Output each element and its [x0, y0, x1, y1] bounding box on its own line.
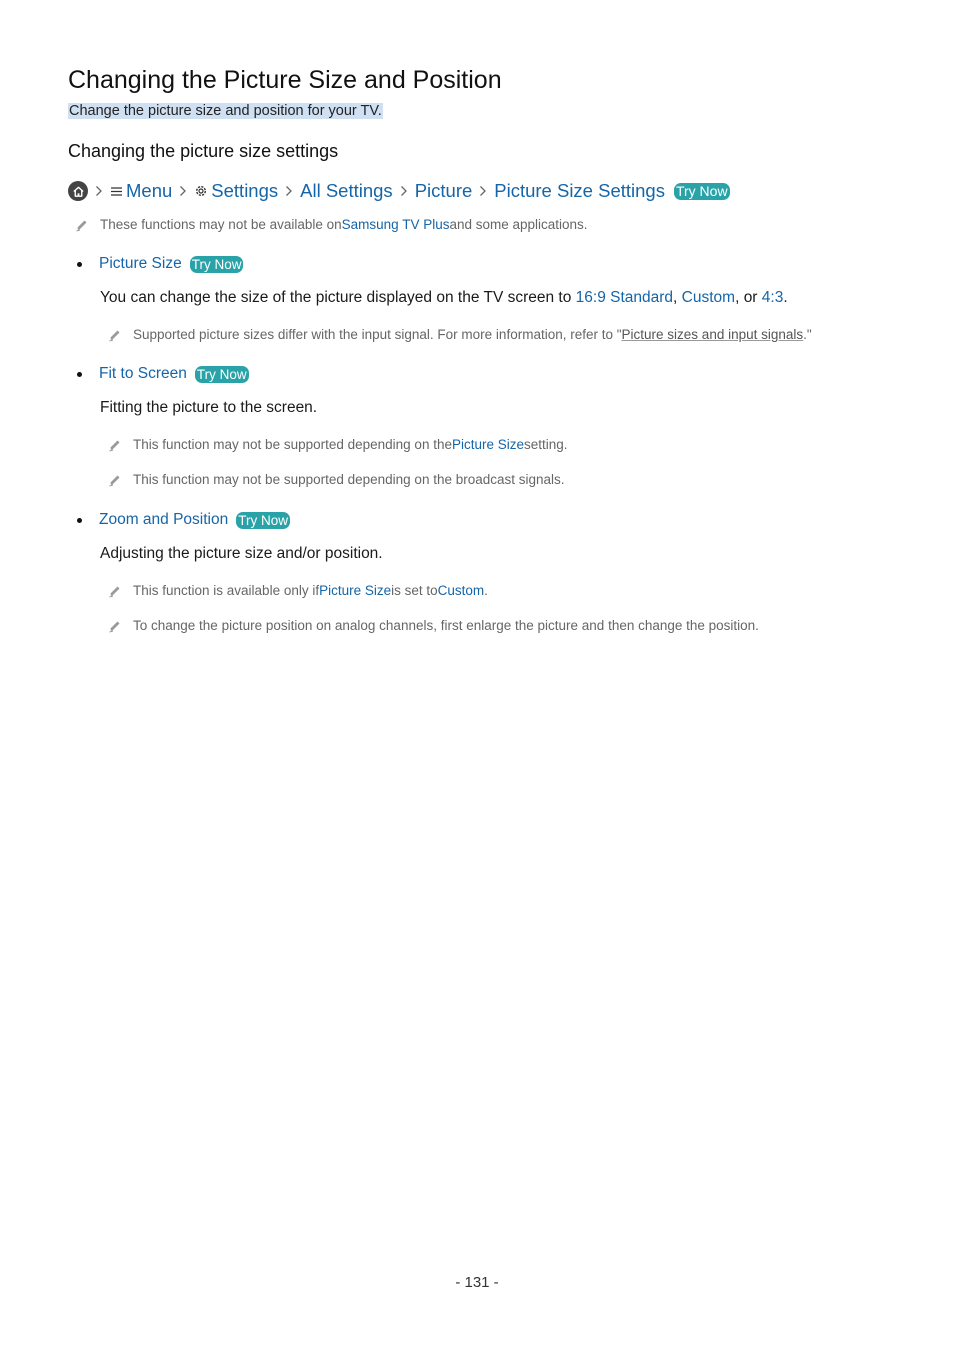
- list-item: [77, 255, 243, 273]
- note-fit-broadcast: This function may not be supported depending on the broadcast signals.: [108, 472, 565, 487]
- samsung-tv-plus-link: Samsung TV Plus: [341, 217, 450, 232]
- chevron-right-icon: [95, 185, 103, 197]
- note-fit-picture-size: This function may not be supported depending on the Picture Size setting.: [108, 437, 568, 452]
- option-custom: Custom: [681, 289, 736, 306]
- page-title: Changing the Picture Size and Position: [68, 66, 502, 94]
- chevron-right-icon: [285, 185, 293, 197]
- home-icon[interactable]: [68, 181, 88, 201]
- bullet: [77, 518, 82, 523]
- try-now-button[interactable]: Try Now: [196, 366, 247, 382]
- chevron-right-icon: [479, 185, 487, 197]
- note-zoom-analog: To change the picture position on analog channels, first enlarge the picture and then change the position.: [108, 618, 759, 633]
- pencil-note-icon: [108, 473, 122, 487]
- breadcrumb: [68, 177, 730, 205]
- picture-size-description: You can change the size of the picture displayed on the TV screen to 16:9 Standard, Custom, or 4:3.: [100, 289, 788, 306]
- pencil-note-icon: [75, 218, 89, 232]
- note-supported-sizes: Supported picture sizes differ with the input signal. For more information, refer to " Picture sizes and input signals .": [108, 327, 812, 342]
- custom-ref: Custom: [437, 583, 485, 598]
- pencil-note-icon: [108, 438, 122, 452]
- page-number: - 131 -: [455, 1274, 499, 1291]
- menu-icon: [110, 186, 123, 197]
- pencil-note-icon: [108, 619, 122, 633]
- page-subtitle: Change the picture size and position for your TV.: [69, 103, 382, 119]
- breadcrumb-menu[interactable]: Menu: [126, 180, 173, 201]
- note-zoom-custom: This function is available only if Picture Size is set to Custom .: [108, 583, 488, 598]
- picture-size-link[interactable]: Picture Size: [99, 255, 182, 272]
- breadcrumb-all-settings[interactable]: All Settings: [300, 180, 393, 201]
- chevron-right-icon: [400, 185, 408, 197]
- try-now-button[interactable]: Try Now: [675, 182, 728, 199]
- breadcrumb-picture[interactable]: Picture: [414, 180, 473, 201]
- option-4-3: 4:3: [761, 289, 784, 306]
- pencil-note-icon: [108, 328, 122, 342]
- chevron-right-icon: [179, 185, 187, 197]
- breadcrumb-settings[interactable]: Settings: [211, 180, 279, 201]
- zoom-position-description: Adjusting the picture size and/or position.: [100, 545, 383, 562]
- note-availability: These functions may not be available on Samsung TV Plus and some applications.: [75, 217, 588, 232]
- try-now-button[interactable]: Try Now: [191, 256, 242, 272]
- list-item: [77, 511, 290, 529]
- option-16-9-standard: 16:9 Standard: [575, 289, 674, 306]
- bullet: [77, 372, 82, 377]
- list-item: [77, 365, 249, 383]
- fit-to-screen-description: Fitting the picture to the screen.: [100, 399, 318, 416]
- picture-sizes-input-signals-link[interactable]: Picture sizes and input signals: [621, 327, 804, 342]
- zoom-and-position-link[interactable]: Zoom and Position: [99, 511, 229, 528]
- fit-to-screen-link[interactable]: Fit to Screen: [99, 365, 187, 382]
- bullet: [77, 262, 82, 267]
- picture-size-ref: Picture Size: [319, 583, 392, 598]
- pencil-note-icon: [108, 584, 122, 598]
- breadcrumb-picture-size-settings[interactable]: Picture Size Settings: [494, 180, 665, 201]
- gear-icon: [194, 184, 208, 198]
- try-now-button[interactable]: Try Now: [238, 512, 288, 528]
- picture-size-ref: Picture Size: [451, 437, 525, 452]
- section-title: Changing the picture size settings: [68, 141, 339, 161]
